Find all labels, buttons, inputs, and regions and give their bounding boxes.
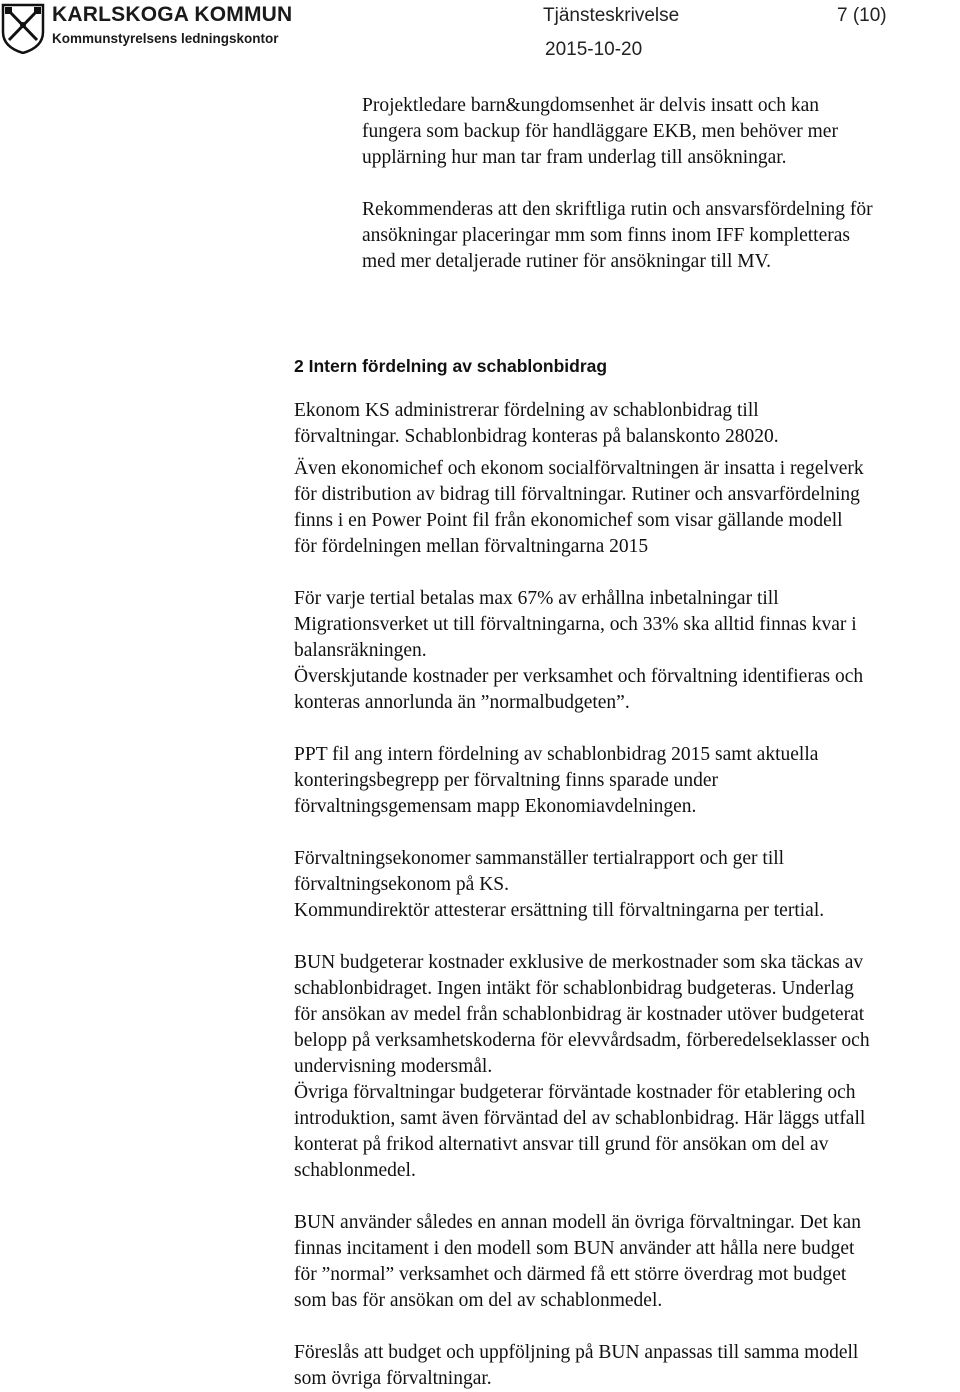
text-line: balansräkningen. bbox=[294, 640, 427, 661]
text-line: som övriga förvaltningar. bbox=[294, 1368, 492, 1389]
document-type: Tjänsteskrivelse bbox=[543, 5, 680, 26]
text-line: finnas incitament i den modell som BUN använder att hålla nere budget bbox=[294, 1238, 855, 1259]
text-line: Även ekonomichef och ekonom socialförvaltningen är insatta i regelverk bbox=[294, 458, 864, 479]
section-paragraph-8 bbox=[294, 1340, 958, 1392]
section-paragraph-2 bbox=[294, 456, 958, 560]
text-line: förvaltningsekonom på KS. bbox=[294, 874, 510, 895]
text-line: konteras annorlunda än ”normalbudgeten”. bbox=[294, 692, 630, 713]
section-paragraph-4 bbox=[294, 742, 958, 820]
text-line: För varje tertial betalas max 67% av erhållna inbetalningar till bbox=[294, 588, 779, 609]
text-line: Övriga förvaltningar budgeterar förväntade kostnader för etablering och bbox=[294, 1082, 856, 1103]
section-heading: 2 Intern fördelning av schablonbidrag bbox=[294, 356, 608, 376]
text-line: Överskjutande kostnader per verksamhet och förvaltning identifieras och bbox=[294, 666, 864, 687]
text-line: för ”normal” verksamhet och därmed få ett större överdrag mot budget bbox=[294, 1264, 847, 1285]
document-body bbox=[294, 93, 958, 1392]
text-line: Migrationsverket ut till förvaltningarna, och 33% ska alltid finnas kvar i bbox=[294, 614, 857, 635]
text-line: Rekommenderas att den skriftliga rutin och ansvarsfördelning för bbox=[362, 199, 873, 220]
text-line: konteringsbegrepp per förvaltning finns sparade under bbox=[294, 770, 718, 791]
text-line: Föreslås att budget och uppföljning på BUN anpassas till samma modell bbox=[294, 1342, 859, 1363]
intro-paragraph-2 bbox=[294, 197, 958, 275]
text-line: ansökningar placeringar mm som finns inom IFF kompletteras bbox=[362, 225, 850, 246]
text-line: konterat på frikod alternativt ansvar till grund för ansökan om del av bbox=[294, 1134, 829, 1155]
organization-name: KARLSKOGA KOMMUN bbox=[52, 3, 293, 26]
organization-subtitle: Kommunstyrelsens ledningskontor bbox=[52, 31, 279, 46]
document-date: 2015-10-20 bbox=[545, 39, 643, 60]
text-line: belopp på verksamhetskoderna för elevvårdsadm, förberedelseklasser och bbox=[294, 1030, 870, 1051]
text-line: som bas för ansökan om del av schablonmedel. bbox=[294, 1290, 663, 1311]
section-paragraph-1 bbox=[294, 398, 958, 450]
text-line: introduktion, samt även förväntad del av schablonbidrag. Här läggs utfall bbox=[294, 1108, 866, 1129]
text-line: fungera som backup för handläggare EKB, men behöver mer bbox=[362, 121, 838, 142]
municipality-logo bbox=[0, 2, 46, 54]
section-paragraph-5 bbox=[294, 846, 958, 924]
text-line: med mer detaljerade rutiner för ansökningar till MV. bbox=[362, 251, 772, 272]
text-line: BUN använder således en annan modell än övriga förvaltningar. Det kan bbox=[294, 1212, 861, 1233]
intro-paragraph-1 bbox=[294, 93, 958, 171]
text-line: förvaltningsgemensam mapp Ekonomiavdelningen. bbox=[294, 796, 697, 817]
text-line: schablonbidraget. Ingen intäkt för schablonbidrag budgeteras. Underlag bbox=[294, 978, 854, 999]
page-number: 7 (10) bbox=[837, 5, 887, 26]
section-paragraph-3 bbox=[294, 586, 958, 716]
text-line: schablonmedel. bbox=[294, 1160, 416, 1181]
text-line: Kommundirektör attesterar ersättning till förvaltningarna per tertial. bbox=[294, 900, 825, 921]
section-paragraph-6 bbox=[294, 950, 958, 1184]
text-line: för ansökan av medel från schablonbidrag är kostnader utöver budgeterat bbox=[294, 1004, 865, 1025]
text-line: Ekonom KS administrerar fördelning av schablonbidrag till bbox=[294, 400, 759, 421]
text-line: undervisning modersmål. bbox=[294, 1056, 493, 1077]
text-line: Förvaltningsekonomer sammanställer tertialrapport och ger till bbox=[294, 848, 785, 869]
text-line: för fördelningen mellan förvaltningarna 2015 bbox=[294, 536, 649, 557]
text-line: Projektledare barn&ungdomsenhet är delvis insatt och kan bbox=[362, 95, 820, 116]
text-line: BUN budgeterar kostnader exklusive de merkostnader som ska täckas av bbox=[294, 952, 864, 973]
text-line: upplärning hur man tar fram underlag till ansökningar. bbox=[362, 147, 787, 168]
text-line: finns i en Power Point fil från ekonomichef som visar gällande modell bbox=[294, 510, 843, 531]
text-line: PPT fil ang intern fördelning av schablonbidrag 2015 samt aktuella bbox=[294, 744, 819, 765]
text-line: förvaltningar. Schablonbidrag konteras på balanskonto 28020. bbox=[294, 426, 779, 447]
document-header bbox=[0, 0, 960, 60]
section-paragraph-7 bbox=[294, 1210, 958, 1314]
text-line: för distribution av bidrag till förvaltningar. Rutiner och ansvarfördelning bbox=[294, 484, 860, 505]
